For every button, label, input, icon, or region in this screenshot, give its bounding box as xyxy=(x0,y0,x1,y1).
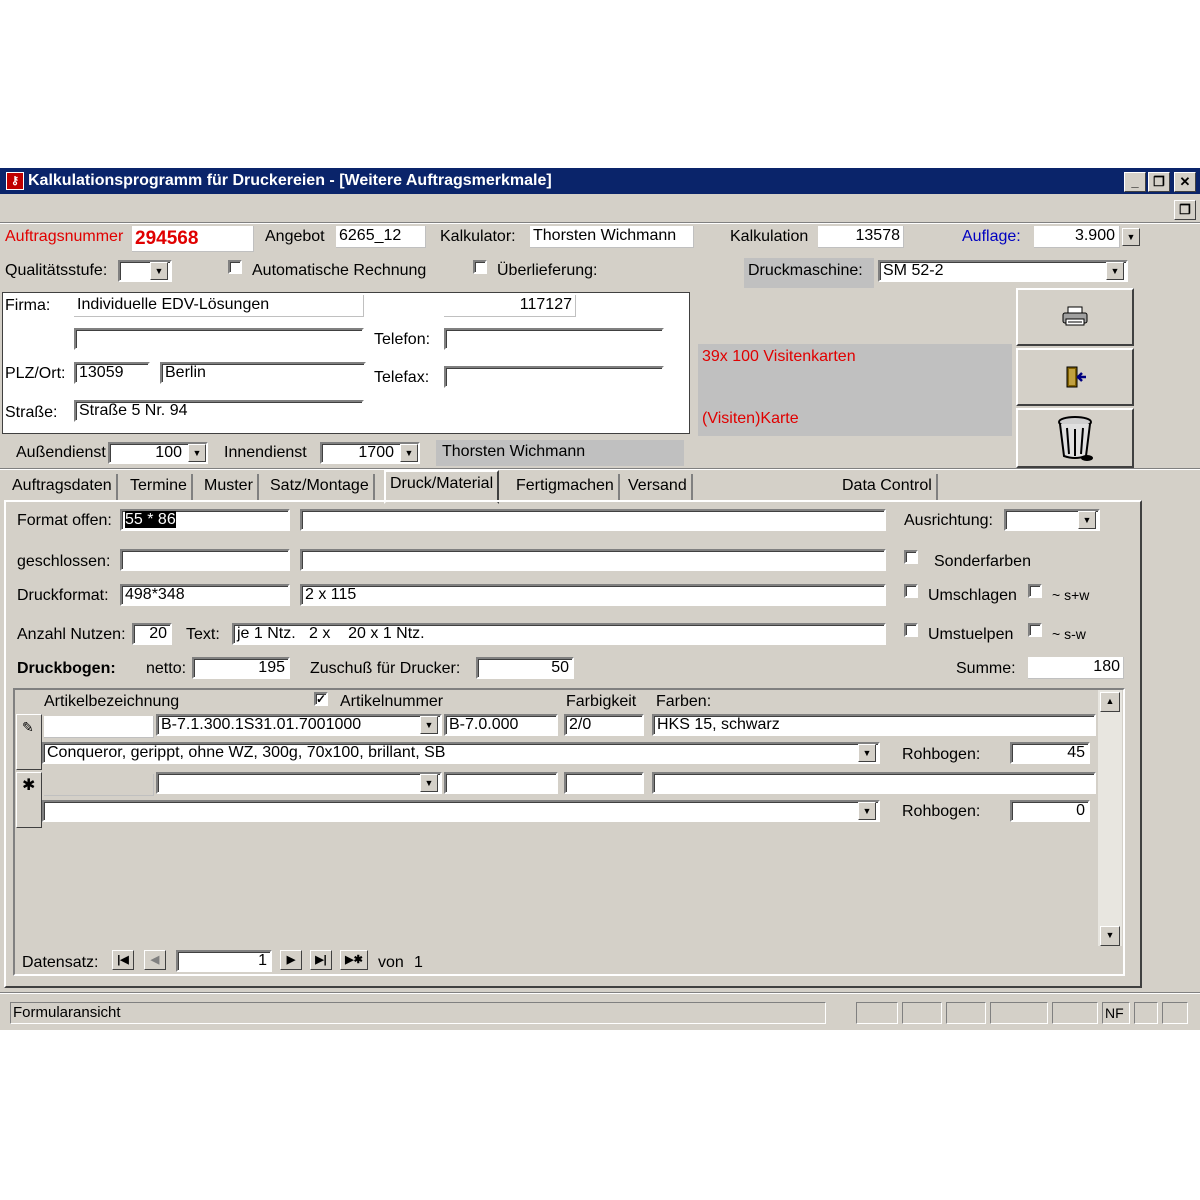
zuschuss-label: Zuschuß für Drucker: xyxy=(310,660,461,677)
header-farben: Farben: xyxy=(656,693,712,710)
druckmaschine-label: Druckmaschine: xyxy=(748,262,863,279)
auto-rechnung-label: Automatische Rechnung xyxy=(252,262,427,279)
druckformat-text-field[interactable]: 2 x 115 xyxy=(300,584,886,606)
row2-farben[interactable] xyxy=(652,772,1096,794)
text-label: Text: xyxy=(186,626,220,643)
row1-farben[interactable]: HKS 15, schwarz xyxy=(652,714,1096,736)
header-artikelnummer: Artikelnummer xyxy=(340,693,444,710)
tab-druck-material[interactable]: Druck/Material xyxy=(384,470,499,504)
firma2-field[interactable] xyxy=(74,328,364,350)
format-offen-text-field[interactable] xyxy=(300,509,886,531)
scroll-up-icon[interactable]: ▲ xyxy=(1100,692,1120,712)
netto-label: netto: xyxy=(146,660,187,677)
text-field[interactable]: je 1 Ntz. 2 x 20 x 1 Ntz. xyxy=(232,623,886,645)
row1-farbigkeit[interactable]: 2/0 xyxy=(564,714,644,736)
row2-rohbogen[interactable]: 0 xyxy=(1010,800,1090,822)
aussendienst-select[interactable]: 100 xyxy=(108,442,208,464)
status-nf: NF xyxy=(1102,1002,1130,1024)
vertical-scrollbar[interactable] xyxy=(1098,690,1122,946)
header-artikelbezeichnung: Artikelbezeichnung xyxy=(44,693,180,710)
qualitaet-dropdown-icon[interactable]: ▼ xyxy=(150,262,168,280)
auflage-dropdown-icon[interactable]: ▼ xyxy=(1122,228,1140,246)
minimize-button[interactable]: _ xyxy=(1124,172,1146,192)
window-title: Kalkulationsprogramm für Druckereien - [Weitere Auftragsmerkmale] xyxy=(28,172,552,189)
druckmaschine-select[interactable]: SM 52-2 xyxy=(878,260,1128,282)
telefon-label: Telefon: xyxy=(374,331,431,348)
innendienst-name-box xyxy=(436,440,684,466)
telefon-field[interactable] xyxy=(444,328,664,350)
geschlossen-text-field[interactable] xyxy=(300,549,886,571)
row2-artikel-dropdown-icon[interactable]: ▼ xyxy=(420,774,438,792)
innendienst-select[interactable]: 1700 xyxy=(320,442,420,464)
status-cell xyxy=(1162,1002,1188,1024)
record-total: 1 xyxy=(414,954,423,971)
summe-label: Summe: xyxy=(956,660,1016,677)
inner-restore-button[interactable]: ❐ xyxy=(1174,200,1196,220)
tab-data-control[interactable]: Data Control xyxy=(838,474,938,500)
kalkulation-field[interactable]: 13578 xyxy=(818,226,904,248)
format-offen-label: Format offen: xyxy=(17,512,112,529)
info-panel xyxy=(698,344,1012,436)
sonderfarben-label: Sonderfarben xyxy=(934,553,1031,570)
artikelnummer-header-checkbox[interactable]: ✓ xyxy=(316,692,327,706)
status-cell xyxy=(990,1002,1048,1024)
restore-button[interactable]: ❐ xyxy=(1148,172,1170,192)
status-cell xyxy=(902,1002,942,1024)
divider xyxy=(0,992,1200,994)
zuschuss-field[interactable]: 50 xyxy=(476,657,574,679)
anzahl-nutzen-field[interactable]: 20 xyxy=(132,623,172,645)
row1-artikel-code[interactable]: B-7.1.300.1S31.01.7001000 xyxy=(156,714,442,736)
von-label: von xyxy=(378,954,404,971)
firma-field[interactable]: Individuelle EDV-Lösungen xyxy=(74,295,364,317)
row1-artikelnummer[interactable]: B-7.0.000 xyxy=(444,714,558,736)
new-record-asterisk-icon: ✱ xyxy=(22,777,36,794)
plz-field[interactable]: 13059 xyxy=(74,362,150,384)
delete-button[interactable] xyxy=(1016,408,1134,468)
telefax-field[interactable] xyxy=(444,366,664,388)
divider xyxy=(0,468,1200,470)
innendienst-dropdown-icon[interactable]: ▼ xyxy=(400,444,418,462)
status-cell xyxy=(1134,1002,1158,1024)
row2-beschreibung-dropdown-icon[interactable]: ▼ xyxy=(858,802,876,820)
ueberlieferung-checkbox[interactable] xyxy=(473,260,487,274)
qualitaet-label: Qualitätsstufe: xyxy=(5,262,108,279)
telefax-label: Telefax: xyxy=(374,369,430,386)
anzahl-nutzen-label: Anzahl Nutzen: xyxy=(17,626,126,643)
innendienst-name: Thorsten Wichmann xyxy=(442,443,586,460)
format-offen-field[interactable] xyxy=(120,509,290,531)
auto-rechnung-checkbox[interactable] xyxy=(228,260,242,274)
aussendienst-label: Außendienst xyxy=(16,444,106,461)
exit-door-icon xyxy=(1061,364,1089,390)
app-key-icon: ⚷ xyxy=(6,172,24,190)
printer-icon xyxy=(1061,305,1089,329)
aussendienst-dropdown-icon[interactable]: ▼ xyxy=(188,444,206,462)
status-cell xyxy=(1052,1002,1098,1024)
kalkulator-label: Kalkulator: xyxy=(440,228,516,245)
kalkulator-field[interactable]: Thorsten Wichmann xyxy=(530,226,694,248)
druckbogen-label: Druckbogen: xyxy=(17,660,116,677)
tab-satz-montage[interactable]: Satz/Montage xyxy=(266,474,375,500)
info-line2: (Visiten)Karte xyxy=(702,410,799,427)
edit-pencil-icon: ✎ xyxy=(22,719,34,735)
s-minus-w-checkbox[interactable] xyxy=(1028,623,1042,637)
row1-blank-cell[interactable] xyxy=(44,716,154,738)
info-line1: 39x 100 Visitenkarten xyxy=(702,348,856,365)
firma-label: Firma: xyxy=(5,297,51,314)
ueberlieferung-label: Überlieferung: xyxy=(497,262,598,279)
row1-rohbogen-label: Rohbogen: xyxy=(902,746,981,763)
title-bar xyxy=(0,168,1200,194)
druckmaschine-label-box xyxy=(744,258,874,288)
druckformat-label: Druckformat: xyxy=(17,587,109,604)
header-farbigkeit: Farbigkeit xyxy=(566,693,637,710)
exit-button[interactable] xyxy=(1016,348,1134,406)
umschlagen-label: Umschlagen xyxy=(928,587,1017,604)
druckformat-field[interactable]: 498*348 xyxy=(120,584,290,606)
row2-blank-cell[interactable] xyxy=(44,774,154,796)
geschlossen-field[interactable] xyxy=(120,549,290,571)
status-cell xyxy=(856,1002,898,1024)
row2-artikel-code[interactable] xyxy=(156,772,442,794)
umstuelpen-label: Umstuelpen xyxy=(928,626,1014,643)
row2-rohbogen-label: Rohbogen: xyxy=(902,803,981,820)
tab-muster[interactable]: Muster xyxy=(200,474,259,500)
new-row-selector[interactable] xyxy=(16,772,42,828)
row1-beschreibung[interactable]: Conqueror, gerippt, ohne WZ, 300g, 70x100, brillant, SB xyxy=(42,742,880,764)
umstuelpen-checkbox[interactable] xyxy=(904,623,918,637)
close-button[interactable]: ✕ xyxy=(1174,172,1196,192)
tab-auftragsdaten[interactable]: Auftragsdaten xyxy=(8,474,118,500)
ort-field[interactable]: Berlin xyxy=(160,362,366,384)
divider xyxy=(0,222,1200,224)
auftragsnummer-label: Auftragsnummer xyxy=(5,228,124,245)
strasse-label: Straße: xyxy=(5,404,58,421)
row-selector[interactable] xyxy=(16,714,42,770)
format-offen-value: 55 * 86 xyxy=(125,511,176,528)
first-record-icon[interactable]: |◀ xyxy=(112,950,134,970)
auflage-label: Auflage: xyxy=(962,228,1021,245)
angebot-field[interactable]: 6265_12 xyxy=(336,226,426,248)
druckmaschine-dropdown-icon[interactable]: ▼ xyxy=(1106,262,1124,280)
row2-beschreibung[interactable] xyxy=(42,800,880,822)
ausrichtung-label: Ausrichtung: xyxy=(904,512,993,529)
plz-ort-label: PLZ/Ort: xyxy=(5,365,66,382)
angebot-label: Angebot xyxy=(265,228,325,245)
print-button[interactable] xyxy=(1016,288,1134,346)
auflage-field[interactable]: 3.900 xyxy=(1034,226,1120,248)
prev-record-icon[interactable]: ◀ xyxy=(144,950,166,970)
innendienst-label: Innendienst xyxy=(224,444,307,461)
tab-fertigmachen[interactable]: Fertigmachen xyxy=(512,474,620,500)
kundennummer-field[interactable]: 117127 xyxy=(444,295,576,317)
last-record-icon[interactable]: ▶| xyxy=(310,950,332,970)
s-plus-w-checkbox[interactable] xyxy=(1028,584,1042,598)
row2-farbigkeit[interactable] xyxy=(564,772,644,794)
s-plus-w-label: ~ s+w xyxy=(1052,587,1090,603)
row1-rohbogen[interactable]: 45 xyxy=(1010,742,1090,764)
row1-artikel-dropdown-icon[interactable]: ▼ xyxy=(420,716,438,734)
scroll-down-icon[interactable]: ▼ xyxy=(1100,926,1120,946)
row1-beschreibung-dropdown-icon[interactable]: ▼ xyxy=(858,744,876,762)
strasse-field[interactable]: Straße 5 Nr. 94 xyxy=(74,400,364,422)
status-cell xyxy=(946,1002,986,1024)
umschlagen-checkbox[interactable] xyxy=(904,584,918,598)
ausrichtung-dropdown-icon[interactable]: ▼ xyxy=(1078,511,1096,529)
netto-field[interactable]: 195 xyxy=(192,657,290,679)
row2-artikelnummer[interactable] xyxy=(444,772,558,794)
tab-versand[interactable]: Versand xyxy=(624,474,693,500)
s-minus-w-label: ~ s-w xyxy=(1052,626,1086,642)
auftragsnummer-field[interactable]: 294568 xyxy=(132,226,254,252)
new-record-icon[interactable]: ▶✱ xyxy=(340,950,368,970)
next-record-icon[interactable]: ▶ xyxy=(280,950,302,970)
summe-field[interactable]: 180 xyxy=(1028,657,1124,679)
tab-termine[interactable]: Termine xyxy=(126,474,193,500)
status-text: Formularansicht xyxy=(10,1002,826,1024)
sonderfarben-checkbox[interactable] xyxy=(904,550,918,564)
kalkulation-label: Kalkulation xyxy=(730,228,809,245)
record-number-input[interactable]: 1 xyxy=(176,950,272,972)
datensatz-label: Datensatz: xyxy=(22,954,99,971)
trash-icon xyxy=(1055,414,1095,462)
geschlossen-label: geschlossen: xyxy=(17,553,111,570)
